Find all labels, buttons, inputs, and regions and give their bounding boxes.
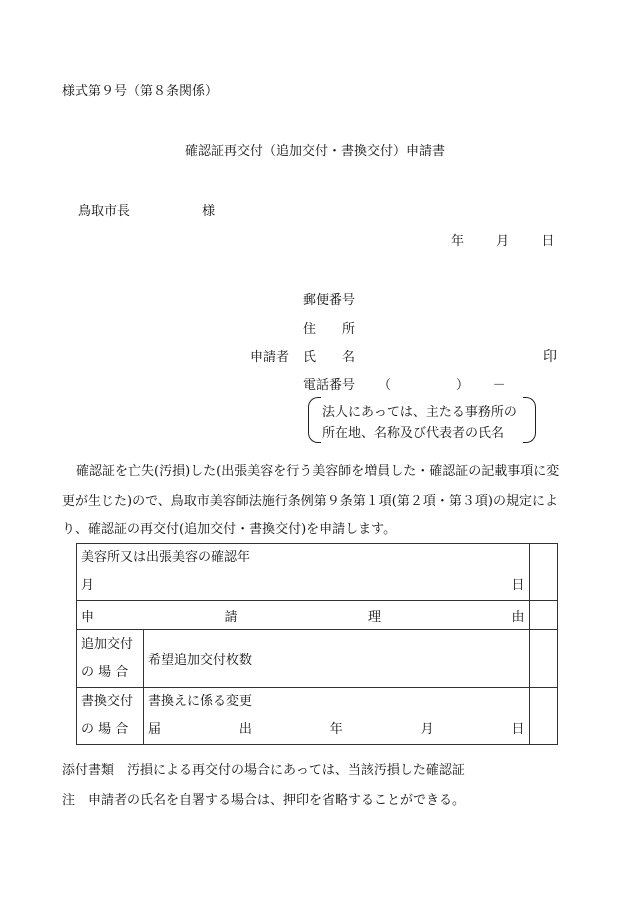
reason-char: 由 <box>511 609 525 625</box>
confirmation-date-label-line1: 美容所又は出張美容の確認年 <box>81 550 251 565</box>
date-month: 月 <box>496 234 510 249</box>
change-notice-date-label <box>144 688 530 745</box>
confirmation-date-label <box>77 544 530 601</box>
addressee-name: 鳥取市長 <box>78 204 131 219</box>
table-row <box>77 630 558 688</box>
confirmation-date-label-line2 <box>81 572 525 600</box>
date-line <box>451 230 554 249</box>
applicant-label: 申請者 <box>250 350 290 365</box>
phone-label: 電話番号 <box>303 378 356 393</box>
corporate-note <box>308 397 536 443</box>
additional-issue-line2: の 場 合 <box>81 664 129 680</box>
table-row <box>77 688 558 745</box>
body-line-2: 更が生じた)ので、鳥取市美容師法施行条例第９条第１項(第２項・第３項)の規定によ <box>62 494 558 509</box>
form-number: 様式第９号（第８条関係） <box>62 84 219 99</box>
additional-issue-group-label <box>77 630 144 688</box>
notice-char: 月 <box>420 722 434 737</box>
addressee-suffix: 様 <box>202 204 216 219</box>
change-notice-date-field[interactable] <box>529 688 557 745</box>
phone-format: （ ） － <box>378 378 506 393</box>
table-row <box>77 544 558 601</box>
date-year: 年 <box>451 234 465 249</box>
reason-label-chars <box>81 606 525 625</box>
addressee <box>78 200 215 219</box>
rewrite-issue-line1: 書換交付 <box>81 694 134 709</box>
reason-char: 請 <box>224 609 238 625</box>
reason-char: 申 <box>81 609 95 625</box>
name-label: 氏 名 <box>303 350 356 365</box>
change-notice-line1: 書換えに係る変更 <box>148 694 253 709</box>
reason-field[interactable] <box>529 601 557 630</box>
rewrite-issue-line2: の 場 合 <box>81 722 129 737</box>
body-line-3: り、確認証の再交付(追加交付・書換交付)を申請します。 <box>62 522 397 537</box>
postal-code-label: 郵便番号 <box>303 293 356 308</box>
notice-char: 出 <box>238 722 252 737</box>
day-char: 日 <box>511 578 525 593</box>
notice-char: 日 <box>511 722 525 737</box>
rewrite-issue-group-label <box>77 688 144 745</box>
attachment-note: 添付書類 汚損による再交付の場合にあっては、当該汚損した確認証 <box>62 763 465 778</box>
corporate-note-line2: 所在地、名称及び代表者の氏名 <box>322 426 505 441</box>
table-row <box>77 601 558 630</box>
additional-count-label: 希望追加交付枚数 <box>144 630 530 688</box>
change-notice-line2 <box>148 716 525 744</box>
left-bracket <box>308 397 321 443</box>
corporate-note-line1: 法人にあっては、主たる事務所の <box>322 405 517 420</box>
additional-issue-line1: 追加交付 <box>81 636 134 652</box>
additional-count-field[interactable] <box>529 630 557 688</box>
body-line-1: 確認証を亡失(汚損)した(出張美容を行う美容師を増員した・確認証の記載事項に変 <box>76 464 560 479</box>
notice-char: 届 <box>148 722 162 737</box>
confirmation-date-field[interactable] <box>529 544 557 601</box>
address-label: 住 所 <box>303 322 356 337</box>
seal-mark: 印 <box>543 349 557 365</box>
reason-label <box>77 601 530 630</box>
footnote: 注 申請者の氏名を自署する場合は、押印を省略することができる。 <box>62 793 466 808</box>
month-char: 月 <box>81 578 95 593</box>
reason-char: 理 <box>368 609 382 625</box>
notice-char: 年 <box>329 722 343 737</box>
right-bracket <box>523 397 536 443</box>
application-table <box>76 543 558 745</box>
document-title: 確認証再交付（追加交付・書換交付）申請書 <box>184 144 445 159</box>
date-day: 日 <box>541 234 555 249</box>
